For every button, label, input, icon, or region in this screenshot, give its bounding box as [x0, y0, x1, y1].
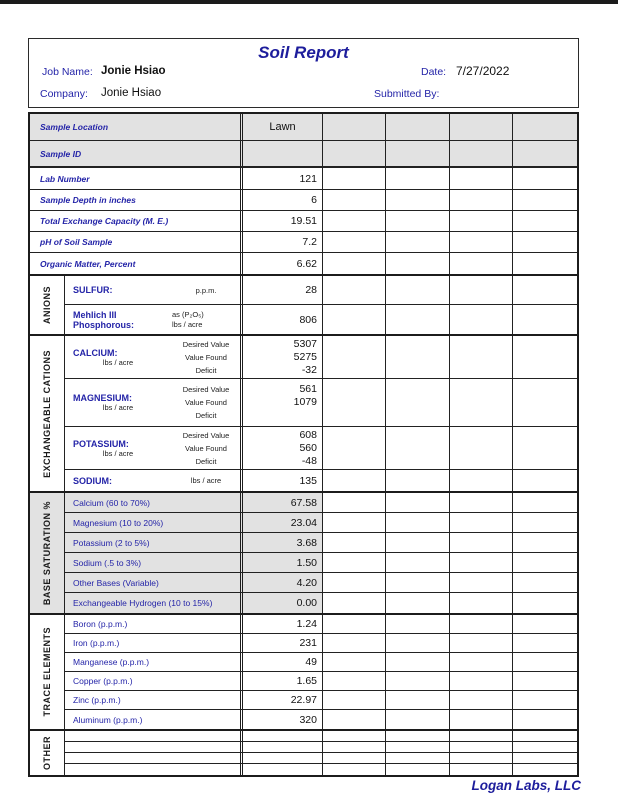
empty-cell	[449, 573, 512, 592]
cell-value: 6	[240, 190, 322, 210]
empty-cell	[449, 593, 512, 613]
empty-cell	[512, 533, 577, 552]
empty-cell	[512, 336, 577, 378]
cell-value: -32	[301, 363, 317, 376]
empty-cell	[65, 731, 240, 741]
sample-info-section	[30, 114, 577, 276]
empty-cell	[449, 190, 512, 210]
empty-cell	[322, 634, 385, 652]
unit-label: lbs / acre	[102, 403, 134, 412]
empty-cell	[512, 168, 577, 189]
empty-cell	[449, 379, 512, 426]
row-label: Mehlich III Phosphorous:	[73, 309, 134, 330]
empty-cell	[385, 634, 449, 652]
empty-cell	[322, 731, 385, 741]
empty-cell	[449, 253, 512, 274]
empty-cell	[512, 764, 577, 775]
row-label: Lab Number	[40, 173, 90, 184]
job-name-label: Job Name:	[42, 66, 93, 78]
table-row-sample-id	[30, 141, 577, 168]
empty-cell	[385, 553, 449, 572]
empty-cell	[449, 764, 512, 775]
empty-cell	[449, 493, 512, 512]
row-label: Sample ID	[40, 148, 82, 159]
cell-value: 5275	[293, 350, 317, 363]
table-row-potassium	[65, 427, 577, 470]
report-header	[28, 38, 579, 108]
unit-label: lbs / acre	[190, 476, 222, 485]
measure-label: Desired Value	[182, 385, 230, 394]
table-row-zinc	[65, 691, 577, 710]
empty-cell	[385, 114, 449, 140]
cell-value: 7.2	[240, 232, 322, 252]
measure-label: Value Found	[185, 398, 227, 407]
cell-value: 1079	[293, 396, 317, 408]
cell-value: 320	[240, 710, 322, 729]
empty-cell	[449, 653, 512, 671]
empty-cell	[512, 493, 577, 512]
cell-value: 67.58	[240, 493, 322, 512]
table-row-sodium	[65, 470, 577, 491]
row-label: SODIUM:	[73, 475, 112, 486]
page-top-edge	[0, 0, 618, 4]
table-row-ph	[30, 232, 577, 253]
table-row-copper	[65, 672, 577, 691]
empty-cell	[512, 427, 577, 469]
row-label: Boron (p.p.m.)	[73, 619, 128, 629]
cell-value: 1.50	[240, 553, 322, 572]
table-row-sample-location	[30, 114, 577, 141]
empty-cell	[449, 533, 512, 552]
empty-cell	[385, 513, 449, 532]
measure-label: Desired Value	[182, 430, 230, 440]
empty-cell	[240, 731, 322, 741]
empty-cell	[385, 493, 449, 512]
row-label: Aluminum (p.p.m.)	[73, 714, 143, 725]
table-row-phosphorous	[65, 305, 577, 334]
cell-value: 608	[299, 428, 317, 441]
cell-value: 22.97	[240, 691, 322, 709]
empty-cell	[322, 710, 385, 729]
cell-value: 560	[299, 441, 317, 454]
row-label: Manganese (p.p.m.)	[73, 657, 150, 667]
row-label: Iron (p.p.m.)	[73, 638, 120, 648]
empty-cell	[385, 753, 449, 763]
empty-cell	[512, 232, 577, 252]
table-row-manganese	[65, 653, 577, 672]
empty-cell	[512, 573, 577, 592]
empty-cell	[449, 634, 512, 652]
empty-cell	[512, 653, 577, 671]
cell-value: 6.62	[240, 253, 322, 274]
report-title: Soil Report	[258, 43, 349, 62]
table-row-other-bases	[65, 573, 577, 593]
row-label: Organic Matter, Percent	[40, 258, 136, 269]
empty-cell	[449, 427, 512, 469]
empty-cell	[322, 513, 385, 532]
empty-cell	[449, 753, 512, 763]
empty-cell	[322, 305, 385, 334]
cell-value: Lawn	[240, 114, 322, 140]
empty-cell	[385, 742, 449, 752]
empty-cell	[449, 553, 512, 572]
empty-cell	[240, 764, 322, 775]
empty-cell	[322, 114, 385, 140]
measure-label: Value Found	[185, 352, 227, 362]
table-row-base-magnesium	[65, 513, 577, 533]
empty-cell	[449, 672, 512, 690]
empty-cell	[322, 470, 385, 491]
empty-cell	[322, 379, 385, 426]
date-label: Date:	[421, 66, 447, 78]
anions-section-label: ANIONS	[42, 285, 52, 324]
empty-cell	[322, 141, 385, 166]
cell-value: -48	[301, 454, 317, 467]
soil-report-table	[28, 112, 579, 777]
trace-elements-section	[30, 615, 577, 731]
empty-cell	[449, 141, 512, 166]
table-row-base-potassium	[65, 533, 577, 553]
empty-cell	[385, 615, 449, 633]
empty-cell	[385, 379, 449, 426]
unit-label: lbs / acre	[102, 448, 134, 458]
cell-value: 19.51	[240, 211, 322, 231]
empty-cell	[322, 493, 385, 512]
table-row-boron	[65, 615, 577, 634]
empty-cell	[385, 276, 449, 304]
lab-name: Logan Labs, LLC	[471, 778, 581, 793]
empty-cell	[512, 190, 577, 210]
other-section-label: OTHER	[42, 736, 52, 770]
row-label: Exchangeable Hydrogen (10 to 15%)	[73, 598, 213, 608]
row-label: Zinc (p.p.m.)	[73, 695, 121, 705]
company-value: Jonie Hsiao	[101, 87, 162, 99]
empty-cell	[322, 427, 385, 469]
empty-cell	[322, 672, 385, 690]
empty-cell	[449, 731, 512, 741]
empty-cell	[512, 114, 577, 140]
row-label: Sample Depth in inches	[40, 195, 136, 205]
measure-label: Deficit	[195, 456, 217, 466]
empty-cell	[385, 672, 449, 690]
empty-cell	[512, 211, 577, 231]
measure-label: Deficit	[195, 365, 217, 375]
empty-cell	[322, 742, 385, 752]
empty-cell	[240, 742, 322, 752]
empty-cell	[385, 253, 449, 274]
unit-label: lbs / acre	[102, 357, 134, 367]
company-label: Company:	[40, 88, 88, 100]
cations-section-label: EXCHANGEABLE CATIONS	[42, 349, 52, 478]
cell-value: 28	[240, 276, 322, 304]
empty-cell	[385, 764, 449, 775]
row-label: Magnesium (10 to 20%)	[73, 517, 164, 528]
table-row-sulfur	[65, 276, 577, 305]
empty-cell	[385, 305, 449, 334]
empty-cell	[322, 336, 385, 378]
empty-cell	[322, 253, 385, 274]
measure-label: Deficit	[195, 411, 217, 420]
empty-cell	[385, 336, 449, 378]
row-label: CALCIUM:	[73, 347, 118, 358]
row-label: SULFUR:	[73, 285, 113, 295]
empty-cell	[512, 305, 577, 334]
empty-cell	[322, 553, 385, 572]
empty-cell	[322, 615, 385, 633]
empty-cell	[512, 141, 577, 166]
empty-cell	[385, 533, 449, 552]
cell-value	[240, 141, 322, 166]
table-row-iron	[65, 634, 577, 653]
empty-cell	[322, 593, 385, 613]
empty-cell	[512, 379, 577, 426]
table-row-total-exchange-capacity	[30, 211, 577, 232]
empty-cell	[385, 593, 449, 613]
table-row-calcium	[65, 336, 577, 379]
empty-cell	[449, 513, 512, 532]
empty-cell	[449, 742, 512, 752]
submitted-by-label: Submitted By:	[374, 88, 440, 100]
empty-cell	[449, 168, 512, 189]
base-saturation-section	[30, 493, 577, 615]
empty-cell	[65, 742, 240, 752]
row-label: Sample Location	[40, 122, 109, 132]
cell-value: 5307	[293, 337, 317, 350]
empty-cell	[449, 710, 512, 729]
table-row-base-calcium	[65, 493, 577, 513]
empty-cell	[385, 168, 449, 189]
empty-cell	[385, 141, 449, 166]
empty-cell	[512, 691, 577, 709]
empty-cell	[65, 764, 240, 775]
empty-cell	[385, 232, 449, 252]
row-label: Sodium (.5 to 3%)	[73, 557, 142, 568]
empty-cell	[322, 533, 385, 552]
cell-value: 0.00	[240, 593, 322, 613]
row-label: Other Bases (Variable)	[73, 577, 159, 588]
table-row-sample-depth	[30, 190, 577, 211]
cell-value: 121	[240, 168, 322, 189]
exchangeable-cations-section	[30, 336, 577, 493]
empty-cell	[322, 168, 385, 189]
empty-cell	[449, 232, 512, 252]
table-row-exchangeable-hydrogen	[65, 593, 577, 613]
row-label: Calcium (60 to 70%)	[73, 497, 151, 508]
empty-cell	[449, 691, 512, 709]
row-label: Potassium (2 to 5%)	[73, 537, 150, 548]
unit-label: as (P₂O₅)	[172, 309, 204, 319]
empty-cell	[512, 634, 577, 652]
table-row-aluminum	[65, 710, 577, 729]
empty-cell	[449, 211, 512, 231]
empty-cell	[65, 753, 240, 763]
table-row-magnesium	[65, 379, 577, 427]
table-row-base-sodium	[65, 553, 577, 573]
cell-value: 231	[240, 634, 322, 652]
empty-cell	[512, 470, 577, 491]
empty-cell	[385, 211, 449, 231]
empty-cell	[385, 470, 449, 491]
job-name-value: Jonie Hsiao	[101, 65, 166, 77]
row-label: MAGNESIUM:	[73, 393, 132, 403]
empty-cell	[512, 553, 577, 572]
empty-cell	[322, 653, 385, 671]
empty-cell	[449, 470, 512, 491]
empty-cell	[322, 573, 385, 592]
row-label: POTASSIUM:	[73, 438, 129, 449]
cell-value: 49	[240, 653, 322, 671]
empty-cell	[240, 753, 322, 763]
table-row-organic-matter	[30, 253, 577, 274]
empty-cell	[512, 513, 577, 532]
empty-cell	[449, 114, 512, 140]
cell-value: 135	[240, 470, 322, 491]
empty-cell	[385, 691, 449, 709]
empty-cell	[512, 742, 577, 752]
row-label: Total Exchange Capacity (M. E.)	[40, 216, 169, 226]
empty-cell	[322, 276, 385, 304]
trace-elements-section-label: TRACE ELEMENTS	[42, 627, 52, 717]
table-row-other-blank	[65, 753, 577, 764]
empty-cell	[512, 253, 577, 274]
cell-value: 561	[299, 383, 317, 395]
empty-cell	[449, 336, 512, 378]
unit-label: p.p.m.	[195, 285, 217, 295]
empty-cell	[385, 427, 449, 469]
table-row-other-blank	[65, 731, 577, 742]
table-row-other-blank	[65, 764, 577, 775]
empty-cell	[385, 710, 449, 729]
table-row-lab-number	[30, 168, 577, 190]
empty-cell	[512, 615, 577, 633]
cell-value: 4.20	[240, 573, 322, 592]
other-section	[30, 731, 577, 775]
empty-cell	[322, 211, 385, 231]
empty-cell	[449, 615, 512, 633]
row-label: pH of Soil Sample	[40, 237, 113, 247]
cell-value: 1.24	[240, 615, 322, 633]
empty-cell	[512, 710, 577, 729]
empty-cell	[385, 190, 449, 210]
empty-cell	[449, 305, 512, 334]
empty-cell	[322, 190, 385, 210]
row-label: Copper (p.p.m.)	[73, 676, 133, 686]
measure-label: Desired Value	[182, 339, 230, 349]
empty-cell	[322, 691, 385, 709]
cell-value: 3.68	[240, 533, 322, 552]
empty-cell	[512, 276, 577, 304]
empty-cell	[512, 672, 577, 690]
anions-section	[30, 276, 577, 336]
cell-value: 806	[240, 305, 322, 334]
empty-cell	[385, 653, 449, 671]
cell-value: 1.65	[240, 672, 322, 690]
empty-cell	[385, 573, 449, 592]
empty-cell	[449, 276, 512, 304]
empty-cell	[322, 753, 385, 763]
empty-cell	[512, 731, 577, 741]
date-value: 7/27/2022	[456, 64, 510, 78]
unit-label: lbs / acre	[172, 319, 203, 329]
empty-cell	[385, 731, 449, 741]
base-saturation-section-label: BASE SATURATION %	[42, 500, 52, 606]
empty-cell	[512, 753, 577, 763]
empty-cell	[322, 232, 385, 252]
empty-cell	[322, 764, 385, 775]
table-row-other-blank	[65, 742, 577, 753]
cell-value: 23.04	[240, 513, 322, 532]
measure-label: Value Found	[185, 443, 227, 453]
empty-cell	[512, 593, 577, 613]
